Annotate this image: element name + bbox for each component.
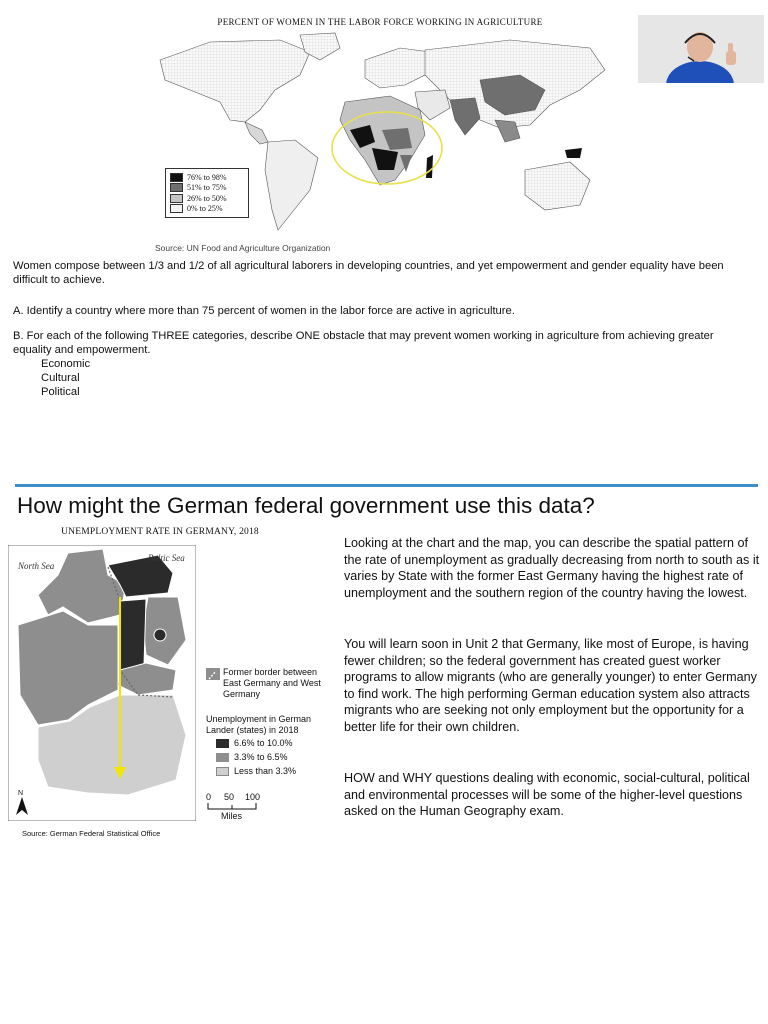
border-legend-label: Former border between East Germany and West Germany — [223, 667, 321, 699]
category-economic: Economic — [41, 358, 91, 370]
question-a: A. Identify a country where more than 75 percent of women in the labor force are active in agriculture. — [13, 305, 515, 317]
question-b: B. For each of the following THREE categories, describe ONE obstacle that may prevent women working in agriculture from achieving greater equality and empowerment. — [13, 330, 714, 356]
legend-swatch — [170, 204, 183, 213]
legend-label: 26% to 50% — [187, 193, 227, 203]
category-cultural: Cultural — [41, 372, 80, 384]
legend-item — [170, 204, 244, 215]
world-map-legend — [165, 168, 249, 218]
intro-paragraph: Women compose between 1/3 and 1/2 of all agricultural laborers in developing countries, and yet empowerment and gender equality have been difficult to achieve. — [13, 260, 724, 286]
border-legend-swatch — [206, 668, 220, 680]
legend-label-high: 6.6% to 10.0% — [234, 738, 293, 748]
scale-tick-0: 0 — [206, 792, 212, 802]
legend-swatch-high — [216, 739, 229, 748]
baltic-sea-label: Baltic Sea — [148, 553, 185, 563]
world-map-source: Source: UN Food and Agriculture Organization — [155, 243, 331, 253]
legend-label: 51% to 75% — [187, 183, 227, 193]
presenter-image — [638, 15, 764, 83]
germany-map-title: UNEMPLOYMENT RATE IN GERMANY, 2018 — [61, 527, 259, 537]
paragraph-how-why: HOW and WHY questions dealing with economic, social-cultural, political and environmental processes will be some of the higher-level questions asked on the Human Geography exam. — [344, 771, 750, 818]
legend-label: 76% to 98% — [187, 172, 227, 182]
germany-map — [8, 545, 196, 821]
legend-swatch-mid — [216, 753, 229, 762]
legend-swatch-low — [216, 767, 229, 776]
scale-unit: Miles — [221, 811, 243, 821]
slide-divider — [15, 484, 758, 487]
legend-item — [170, 172, 244, 183]
scale-tick-50: 50 — [224, 792, 235, 802]
legend-label-low: Less than 3.3% — [234, 766, 297, 776]
north-sea-label: North Sea — [18, 561, 55, 571]
germany-map-source: Source: German Federal Statistical Office — [22, 829, 161, 838]
scale-bar — [207, 803, 257, 811]
legend-label: 0% to 25% — [187, 204, 223, 214]
north-arrow-label: N — [18, 790, 24, 797]
category-political: Political — [41, 386, 80, 398]
world-map-title: PERCENT OF WOMEN IN THE LABOR FORCE WORKING IN AGRICULTURE — [217, 17, 543, 27]
slide-title: How might the German federal government use this data? — [17, 493, 595, 518]
paragraph-guest-workers: You will learn soon in Unit 2 that Germany, like most of Europe, is having fewer children; so the federal government has created guest worker programs to allow migrants (who are generally younger) to enter Germany to find work. The high performing German education system also attracts migrants who are seeking not only employment but the opportunity for a better life for their own children. — [344, 637, 757, 734]
legend-item — [170, 193, 244, 204]
presenter-webcam — [638, 15, 764, 83]
paragraph-spatial-pattern: Looking at the chart and the map, you can describe the spatial pattern of the rate of unemployment as gradually decreasing from north to south as it varies by State with the former East Germany having the highest rate of unemployment and the southern region of the country having the lowest. — [344, 536, 760, 600]
legend-swatch — [170, 173, 183, 182]
scale-tick-100: 100 — [245, 792, 261, 802]
legend-swatch — [170, 183, 183, 192]
legend-item — [170, 183, 244, 194]
legend-label-mid: 3.3% to 6.5% — [234, 752, 288, 762]
dotted-border-icon — [206, 669, 220, 681]
legend-swatch — [170, 194, 183, 203]
unemployment-legend-title: Unemployment in German Lander (states) in 2018 — [206, 714, 312, 735]
